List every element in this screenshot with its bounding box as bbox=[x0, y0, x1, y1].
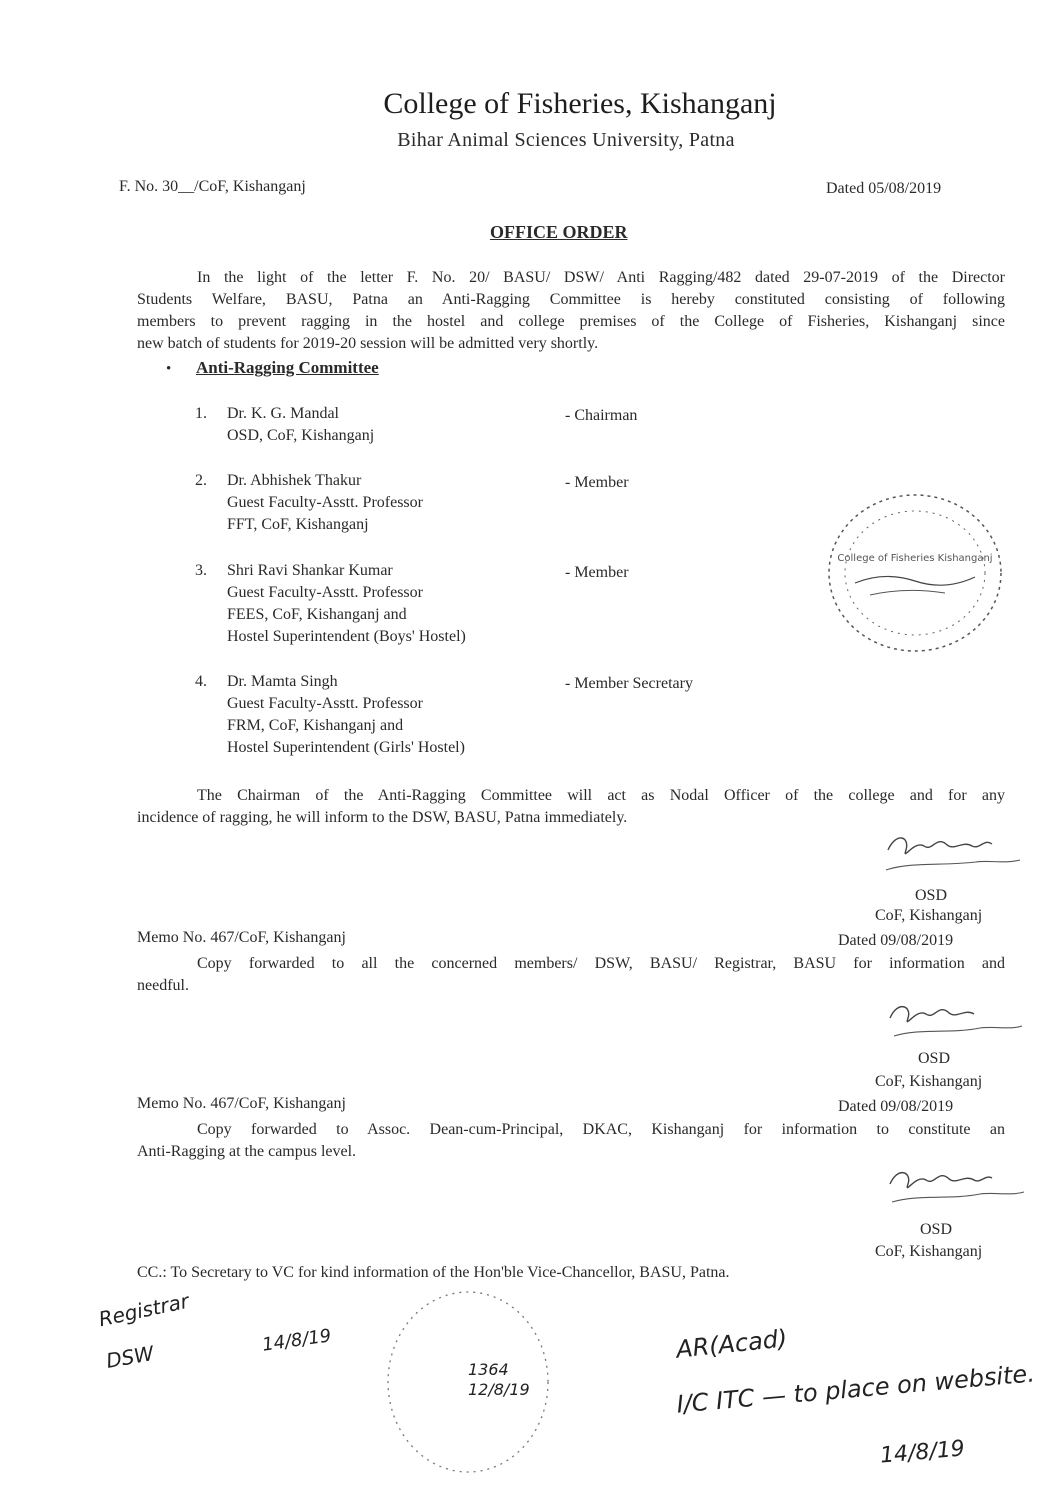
signatory-office: CoF, Kishanganj bbox=[875, 907, 983, 924]
member-name: Dr. Abhishek Thakur bbox=[227, 472, 362, 489]
committee-heading: Anti-Ragging Committee bbox=[196, 358, 379, 377]
member-3-role: - Member bbox=[565, 564, 629, 581]
memo-2-line-2: Anti-Ragging at the campus level. bbox=[137, 1143, 357, 1160]
member-1-role: - Chairman bbox=[565, 407, 638, 424]
signatory-designation: OSD bbox=[915, 887, 948, 904]
member-name: Dr. K. G. Mandal bbox=[227, 405, 339, 422]
stamp-receipt-note: 1364 12/8/19 bbox=[468, 1360, 530, 1399]
memo-1-body bbox=[137, 953, 1005, 997]
member-detail: Guest Faculty-Asstt. Professor bbox=[227, 494, 423, 511]
signature-1 bbox=[880, 826, 1030, 886]
member-name: Shri Ravi Shankar Kumar bbox=[227, 562, 393, 579]
memo-2-line-1: Copy forwarded to Assoc. Dean-cum-Principal, DKAC, Kishanganj for information to constitute an bbox=[197, 1121, 1005, 1138]
memo-1-designation: OSD bbox=[918, 1050, 951, 1067]
member-number: 1. bbox=[195, 405, 207, 422]
page-title: OFFICE ORDER bbox=[490, 222, 628, 242]
intro-line-2: Students Welfare, BASU, Patna an Anti-Ragging Committee is hereby constituted consisting of following bbox=[137, 291, 1005, 308]
member-2-role: - Member bbox=[565, 474, 629, 491]
memo-2-number: Memo No. 467/CoF, Kishanganj bbox=[137, 1095, 346, 1112]
member-detail: FFT, CoF, Kishanganj bbox=[227, 516, 369, 533]
memo-1-office: CoF, Kishanganj bbox=[875, 1073, 983, 1090]
file-number: F. No. 30__/CoF, Kishanganj bbox=[119, 178, 306, 195]
bullet-icon: • bbox=[166, 361, 172, 377]
memo-2-designation: OSD bbox=[920, 1221, 953, 1238]
member-detail: OSD, CoF, Kishanganj bbox=[227, 427, 375, 444]
handwritten-date-note: 14/8/19 bbox=[260, 1325, 333, 1356]
memo-1-number: Memo No. 467/CoF, Kishanganj bbox=[137, 929, 346, 946]
member-detail: FRM, CoF, Kishanganj and bbox=[227, 717, 404, 734]
member-detail: Guest Faculty-Asstt. Professor bbox=[227, 584, 423, 601]
stamp-text: College of Fisheries Kishanganj bbox=[837, 553, 993, 564]
member-name: Dr. Mamta Singh bbox=[227, 673, 338, 690]
cc-line: CC.: To Secretary to VC for kind information of the Hon'ble Vice-Chancellor, BASU, Patna. bbox=[137, 1264, 730, 1281]
university-name: Bihar Animal Sciences University, Patna bbox=[397, 129, 735, 151]
member-detail: Guest Faculty-Asstt. Professor bbox=[227, 695, 423, 712]
member-number: 2. bbox=[195, 472, 207, 489]
signature-3 bbox=[880, 1160, 1030, 1216]
intro-paragraph bbox=[137, 267, 1005, 355]
memo-2-office: CoF, Kishanganj bbox=[875, 1243, 983, 1260]
handwritten-dsw-note: DSW bbox=[104, 1341, 156, 1373]
signature-2 bbox=[880, 996, 1030, 1052]
nodal-line-2: incidence of ragging, he will inform to the DSW, BASU, Patna immediately. bbox=[137, 809, 628, 826]
college-name: College of Fisheries, Kishanganj bbox=[383, 87, 777, 120]
memo-1-line-2: needful. bbox=[137, 977, 189, 994]
handwritten-ar-note: AR(Acad) bbox=[674, 1324, 789, 1364]
intro-line-1: In the light of the letter F. No. 20/ BASU/ DSW/ Anti Ragging/482 dated 29-07-2019 of the Director bbox=[197, 269, 1005, 286]
intro-line-4: new batch of students for 2019-20 session will be admitted very shortly. bbox=[137, 335, 599, 352]
memo-2-date: Dated 09/08/2019 bbox=[838, 1098, 954, 1115]
handwritten-registrar-note: Registrar bbox=[96, 1288, 191, 1332]
nodal-paragraph bbox=[137, 785, 1005, 829]
member-4-role: - Member Secretary bbox=[565, 675, 693, 692]
order-date: Dated 05/08/2019 bbox=[826, 180, 942, 197]
member-detail: FEES, CoF, Kishanganj and bbox=[227, 606, 407, 623]
handwritten-itc-note: I/C ITC — to place on website. bbox=[675, 1359, 1036, 1419]
member-number: 3. bbox=[195, 562, 207, 579]
memo-2-body bbox=[137, 1119, 1005, 1163]
office-seal-stamp bbox=[815, 483, 1015, 663]
intro-line-3: members to prevent ragging in the hostel and college premises of the College of Fisheries, Kishanganj since bbox=[137, 313, 1005, 330]
member-number: 4. bbox=[195, 673, 207, 690]
member-detail: Hostel Superintendent (Girls' Hostel) bbox=[227, 739, 465, 756]
memo-1-date: Dated 09/08/2019 bbox=[838, 932, 954, 949]
member-detail: Hostel Superintendent (Boys' Hostel) bbox=[227, 628, 466, 645]
nodal-line-1: The Chairman of the Anti-Ragging Committee will act as Nodal Officer of the college and for any bbox=[197, 787, 1005, 804]
handwritten-final-date: 14/8/19 bbox=[879, 1436, 966, 1469]
memo-1-line-1: Copy forwarded to all the concerned members/ DSW, BASU/ Registrar, BASU for information and bbox=[197, 955, 1005, 972]
